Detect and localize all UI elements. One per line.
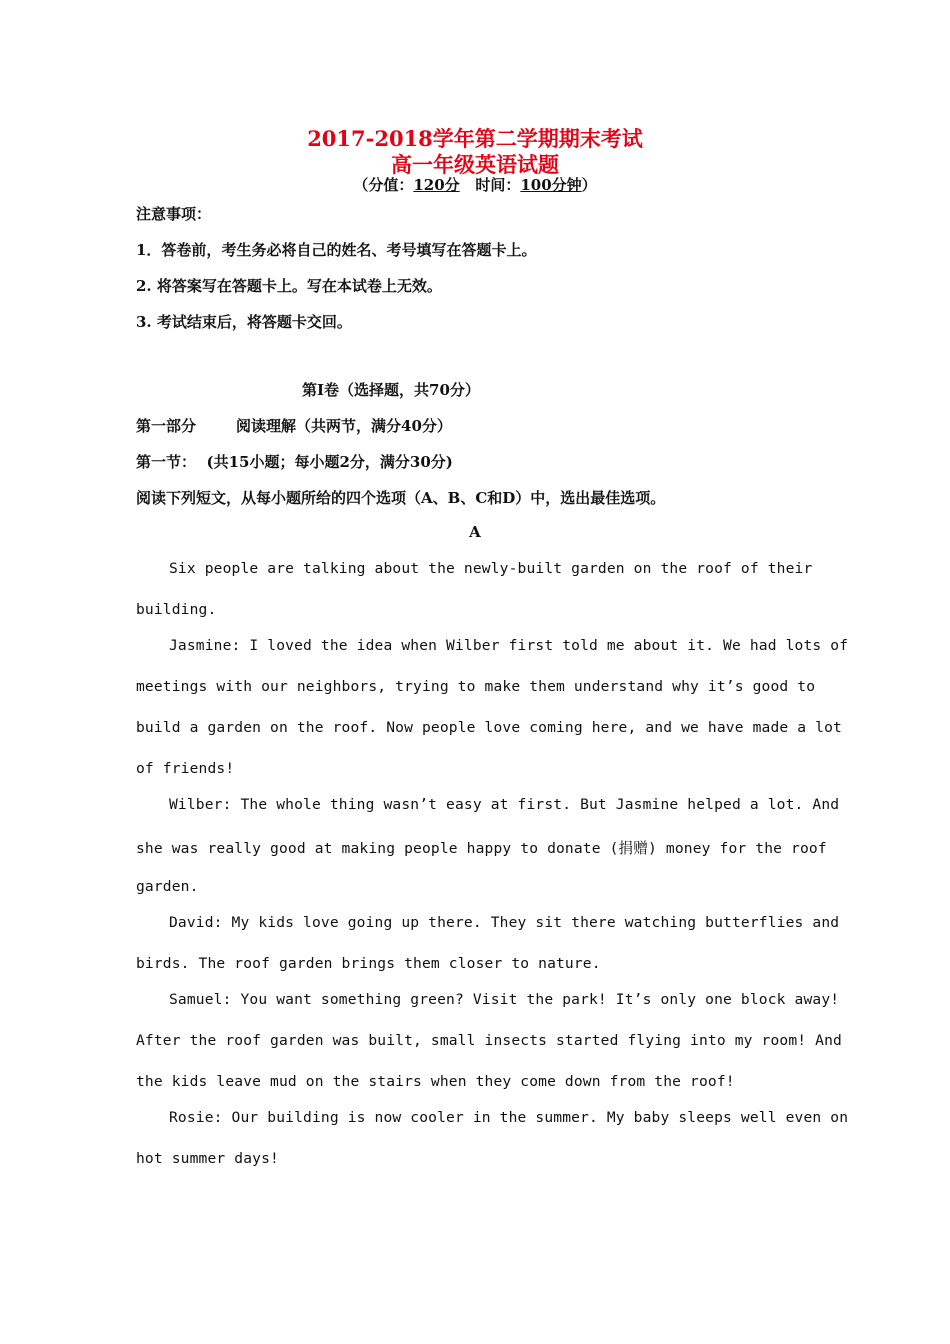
passage-line: After the roof garden was built, small insects started flying into my room! And	[136, 1032, 842, 1049]
part-title: 阅读理解（共两节，满分40分）	[236, 417, 452, 435]
notice-item-2: 2. 将答案写在答题卡上。写在本试卷上无效。	[136, 277, 442, 295]
passage-line: of friends!	[136, 760, 235, 777]
time-value: 100分钟	[520, 176, 582, 194]
instruction-text: 阅读下列短文，从每小题所给的四个选项（A、B、C和D）中，选出最佳选项。	[136, 489, 666, 507]
score-value: 120分	[413, 176, 460, 194]
score-open: （分值：	[353, 176, 414, 194]
notice-item-1: 1．答卷前，考生务必将自己的姓名、考号填写在答题卡上。	[136, 241, 537, 259]
passage-line: Samuel: You want something green? Visit the park! It’s only one block away!	[169, 991, 840, 1008]
score-time-line	[0, 174, 950, 195]
passage-line: Wilber: The whole thing wasn’t easy at first. But Jasmine helped a lot. And	[169, 796, 840, 813]
time-label: 时间：	[475, 176, 521, 194]
exam-subtitle: 高一年级英语试题	[391, 152, 559, 177]
passage-line: Rosie: Our building is now cooler in the summer. My baby sleeps well even on	[169, 1109, 849, 1126]
passage-line: Six people are talking about the newly-built garden on the roof of their	[169, 560, 813, 577]
passage-line: birds. The roof garden brings them closer to nature.	[136, 955, 601, 972]
score-close: ）	[581, 176, 597, 194]
part-heading	[136, 415, 452, 436]
section-title: (共15小题；每小题2分，满分30分)	[206, 453, 453, 471]
passage-line: she was really good at making people happy to donate (捐赠) money for the roof	[136, 840, 827, 857]
passage-line: Jasmine: I loved the idea when Wilber first told me about it. We had lots of	[169, 637, 849, 654]
passage-line: David: My kids love going up there. They sit there watching butterflies and	[169, 914, 840, 931]
section-label: 第一节：	[136, 453, 197, 471]
passage-line: build a garden on the roof. Now people love coming here, and we have made a lot	[136, 719, 842, 736]
passage-letter: A	[469, 523, 481, 541]
exam-title: 2017-2018学年第二学期期末考试	[307, 126, 643, 151]
passage-line: hot summer days!	[136, 1150, 279, 1167]
passage-line: garden.	[136, 878, 199, 895]
passage-line: the kids leave mud on the stairs when they come down from the roof!	[136, 1073, 735, 1090]
passage-line: meetings with our neighbors, trying to make them understand why it’s good to	[136, 678, 816, 695]
volume-heading: 第I卷（选择题，共70分）	[302, 381, 480, 399]
notice-heading: 注意事项：	[136, 205, 212, 223]
section-heading	[136, 451, 453, 472]
notice-item-3: 3. 考试结束后，将答题卡交回。	[136, 313, 352, 331]
part-label: 第一部分	[136, 417, 197, 435]
passage-line: building.	[136, 601, 217, 618]
